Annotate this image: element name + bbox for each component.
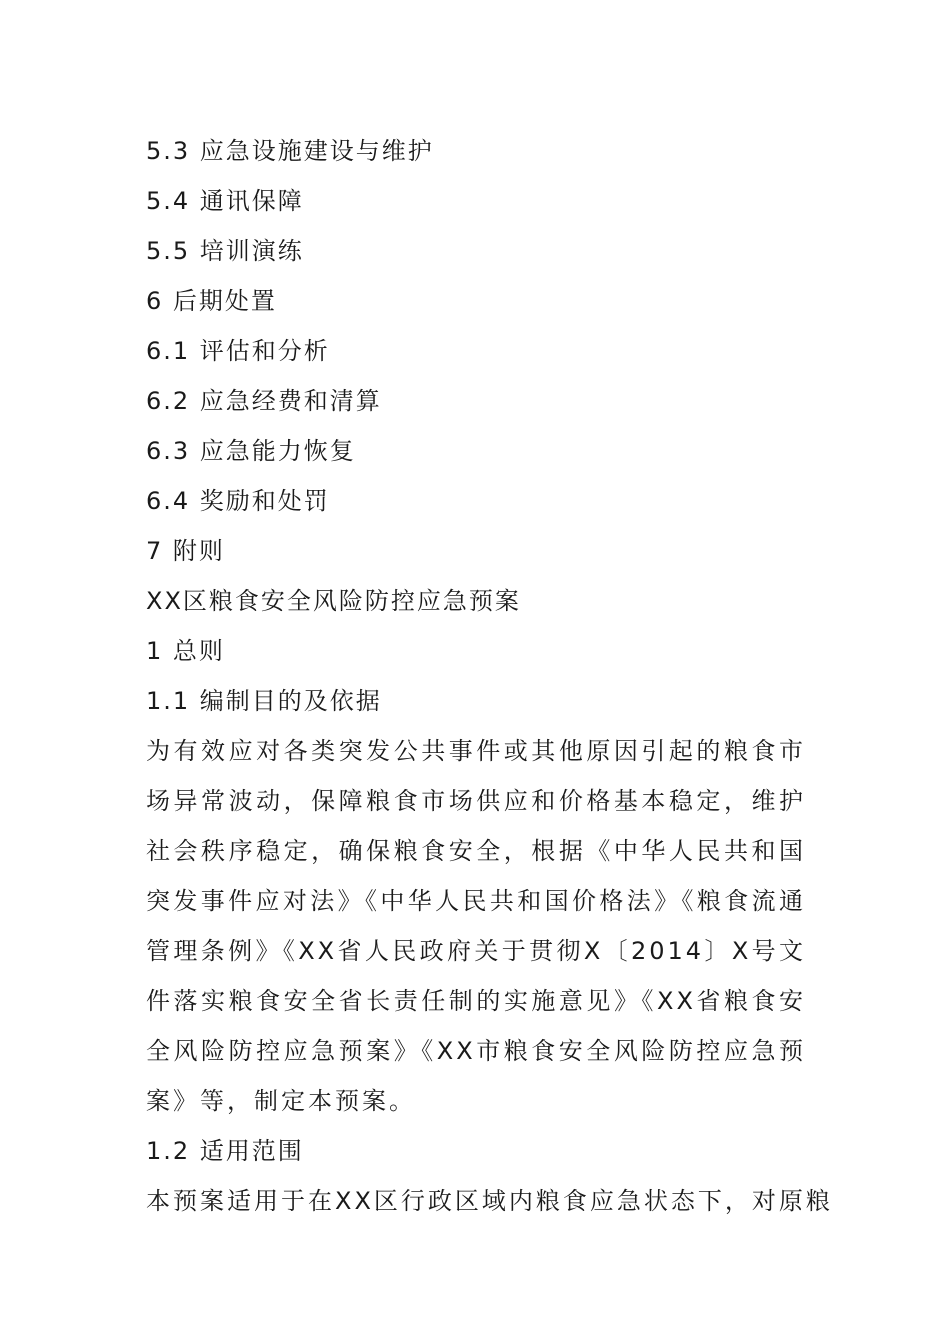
- section-heading: 1 总则: [146, 637, 225, 665]
- toc-item: 6.4 奖励和处罚: [146, 487, 330, 515]
- document-page: [146, 126, 833, 1226]
- toc-item: 5.3 应急设施建设与维护: [146, 137, 434, 165]
- toc-item: 6.2 应急经费和清算: [146, 387, 382, 415]
- toc-item: 6.3 应急能力恢复: [146, 437, 356, 465]
- toc-item: 5.5 培训演练: [146, 237, 304, 265]
- body-paragraph: 为有效应对各类突发公共事件或其他原因引起的粮食市场异常波动，保障粮食市场供应和价格基本稳定，维护社会秩序稳定，确保粮食安全，根据《中华人民共和国突发事件应对法》《中华人民共和国价格法》《粮食流通管理条例》《XX省人民政府关于贯彻X〔2014〕X号文件落实粮食安全省长责任制的实施意见》《XX省粮食安全风险防控应急预案》《XX市粮食安全风险防控应急预案》等，制定本预案。: [146, 737, 806, 1115]
- document-title: XX区粮食安全风险防控应急预案: [146, 587, 521, 615]
- toc-item: 6.1 评估和分析: [146, 337, 330, 365]
- toc-item: 7 附则: [146, 537, 225, 565]
- subsection-heading: 1.2 适用范围: [146, 1137, 304, 1165]
- body-paragraph-start: 本预案适用于在XX区行政区域内粮食应急状态下，对原粮: [146, 1187, 833, 1215]
- toc-item: 5.4 通讯保障: [146, 187, 304, 215]
- toc-item: 6 后期处置: [146, 287, 277, 315]
- subsection-heading: 1.1 编制目的及依据: [146, 687, 382, 715]
